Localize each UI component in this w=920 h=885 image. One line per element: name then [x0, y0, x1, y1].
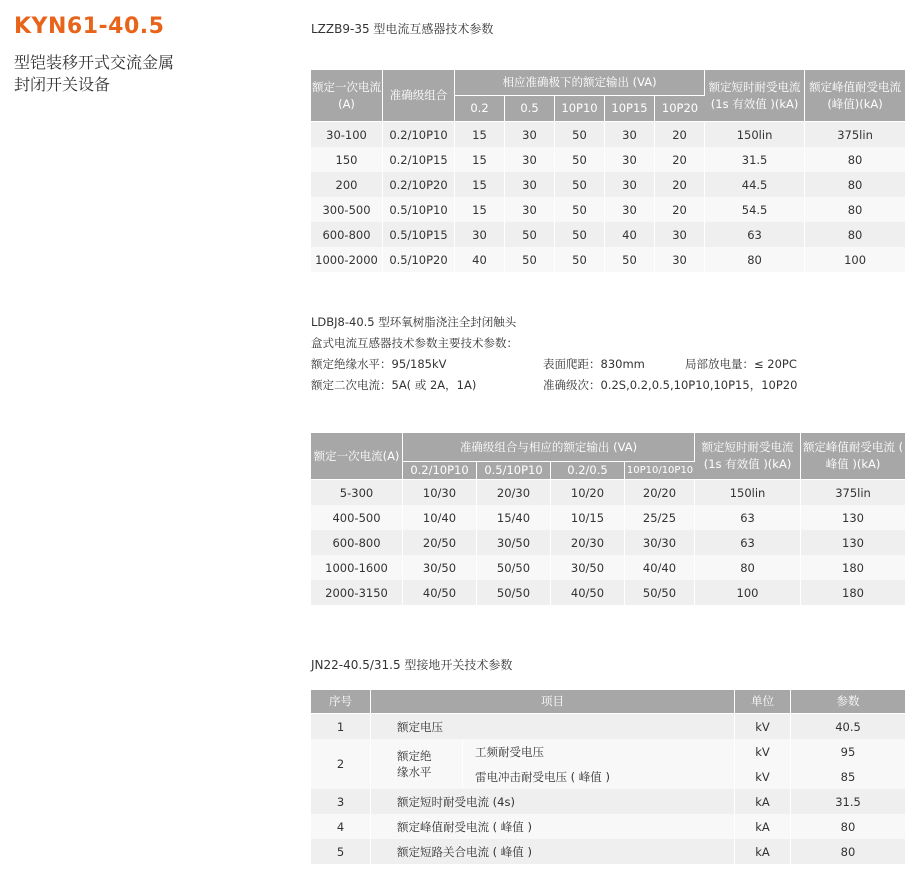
table-row [311, 714, 905, 739]
cell: 15 [455, 197, 505, 222]
cell: 31.5 [705, 147, 805, 172]
cell: 20/50 [403, 530, 477, 555]
cell: 80 [695, 555, 801, 580]
cell: 0.2/10P10 [383, 122, 455, 147]
cell: 63 [705, 222, 805, 247]
cell: 15 [455, 172, 505, 197]
header-output: 相应准确极下的额定输出 (VA) [455, 70, 705, 96]
cell: 54.5 [705, 197, 805, 222]
ldbj8-parameter-table [311, 433, 905, 605]
cell: 50 [605, 247, 655, 272]
table-row [311, 222, 905, 247]
cell: 600-800 [311, 530, 403, 555]
table-row [311, 814, 905, 839]
header-rated-current: 额定一次电流 (A) [311, 70, 383, 122]
cell: 63 [695, 530, 801, 555]
cell: 375lin [805, 122, 905, 147]
cell: 80 [805, 197, 905, 222]
table-row [311, 197, 905, 222]
subheader-2: 0.2/0.5 [551, 462, 625, 480]
cell: 5 [311, 839, 371, 864]
cell: 50/50 [625, 580, 695, 605]
cell: 0.2/10P15 [383, 147, 455, 172]
subtitle-line-2: 封闭开关设备 [14, 75, 111, 94]
spec-line-1: LDBJ8-40.5 型环氧树脂浇注全封闭触头 [311, 315, 517, 329]
cell: 40/50 [551, 580, 625, 605]
cell: 1000-1600 [311, 555, 403, 580]
cell: 10/15 [551, 505, 625, 530]
cell: 80 [805, 222, 905, 247]
jn22-parameter-table [311, 690, 905, 864]
cell: kV [735, 764, 791, 789]
cell: 20/30 [551, 530, 625, 555]
cell: 50 [505, 247, 555, 272]
table-row [311, 122, 905, 147]
cell: 额定短路关合电流 ( 峰值 ) [371, 839, 735, 864]
spec-secondary-current: 额定二次电流：5A( 或 2A，1A) [311, 378, 477, 392]
cell: 1 [311, 714, 371, 739]
cell: 额定短时耐受电流 (4s) [371, 789, 735, 814]
spec-insulation: 额定绝缘水平：95/185kV [311, 357, 447, 371]
cell: 20 [655, 197, 705, 222]
cell: 100 [805, 247, 905, 272]
cell: 40 [455, 247, 505, 272]
cell: 200 [311, 172, 383, 197]
cell: 50 [555, 172, 605, 197]
cell: 30/50 [403, 555, 477, 580]
header-rated-current: 额定一次电流(A) [311, 433, 403, 480]
subheader-2: 10P10 [555, 96, 605, 122]
cell: 40/40 [625, 555, 695, 580]
cell: 80 [805, 147, 905, 172]
header-param: 参数 [791, 690, 905, 714]
lzzb9-parameter-table [311, 70, 905, 272]
table-row [311, 580, 905, 605]
cell: kA [735, 814, 791, 839]
cell: 20 [655, 147, 705, 172]
cell: 44.5 [705, 172, 805, 197]
cell: 额定电压 [371, 714, 735, 739]
subheader-1: 0.5/10P10 [477, 462, 551, 480]
cell: 50/50 [477, 580, 551, 605]
table-row [311, 247, 905, 272]
header-peak: 额定峰值耐受电流 ( 峰值 )(kA) [801, 433, 905, 480]
cell: 31.5 [791, 789, 905, 814]
cell: 10/30 [403, 480, 477, 505]
table3-caption: JN22-40.5/31.5 型接地开关技术参数 [311, 658, 513, 672]
cell: 50 [505, 222, 555, 247]
spec-accuracy-class: 准确级次：0.2S,0.2,0.5,10P10,10P15，10P20 [543, 378, 798, 392]
header-short-time: 额定短时耐受电流 (1s 有效值 )(kA) [705, 70, 805, 122]
cell: 工频耐受电压 [463, 739, 735, 764]
cell: 30/30 [625, 530, 695, 555]
header-no: 序号 [311, 690, 371, 714]
cell: 100 [695, 580, 801, 605]
cell: 30/50 [477, 530, 551, 555]
table-row [311, 555, 905, 580]
cell: kA [735, 789, 791, 814]
subheader-0: 0.2 [455, 96, 505, 122]
cell: 130 [801, 530, 905, 555]
table-row [311, 172, 905, 197]
ldbj8-spec-text [311, 312, 911, 396]
table-row [311, 839, 905, 864]
cell: 0.5/10P15 [383, 222, 455, 247]
cell: 4 [311, 814, 371, 839]
cell: 50 [555, 197, 605, 222]
table-row [311, 789, 905, 814]
cell: 80 [705, 247, 805, 272]
subtitle-line-1: 型铠装移开式交流金属 [14, 53, 175, 72]
cell: 40 [605, 222, 655, 247]
subheader-1: 0.5 [505, 96, 555, 122]
cell: 130 [801, 505, 905, 530]
cell: 180 [801, 580, 905, 605]
cell: 额定绝缘水平 [371, 739, 463, 789]
cell: 30 [455, 222, 505, 247]
cell: 150lin [705, 122, 805, 147]
cell: 20/30 [477, 480, 551, 505]
cell: 20 [655, 172, 705, 197]
cell: 5-300 [311, 480, 403, 505]
cell: 10/20 [551, 480, 625, 505]
cell: 25/25 [625, 505, 695, 530]
cell: 15 [455, 147, 505, 172]
header-output: 准确级组合与相应的额定输出 (VA) [403, 433, 695, 462]
cell: 30 [605, 197, 655, 222]
cell: 85 [791, 764, 905, 789]
table-row [311, 480, 905, 505]
page-title: KYN61-40.5 [14, 14, 165, 39]
cell: 150lin [695, 480, 801, 505]
cell: 1000-2000 [311, 247, 383, 272]
cell: 40/50 [403, 580, 477, 605]
cell: 80 [791, 814, 905, 839]
cell: 80 [805, 172, 905, 197]
table-row [311, 530, 905, 555]
cell: 150 [311, 147, 383, 172]
cell: 0.5/10P10 [383, 197, 455, 222]
subheader-0: 0.2/10P10 [403, 462, 477, 480]
cell: 2 [311, 739, 371, 789]
cell: 30 [605, 172, 655, 197]
cell: 20 [655, 122, 705, 147]
cell: 额定峰值耐受电流 ( 峰值 ) [371, 814, 735, 839]
cell: 50 [555, 247, 605, 272]
cell: 375lin [801, 480, 905, 505]
cell: 20/20 [625, 480, 695, 505]
header-accuracy: 准确级组合 [383, 70, 455, 122]
cell: 400-500 [311, 505, 403, 530]
cell: 15 [455, 122, 505, 147]
subheader-4: 10P20 [655, 96, 705, 122]
cell: 30 [655, 222, 705, 247]
header-item: 项目 [371, 690, 735, 714]
cell: 30 [605, 122, 655, 147]
cell: 50/50 [477, 555, 551, 580]
header-short-time: 额定短时耐受电流 (1s 有效值 )(kA) [695, 433, 801, 480]
cell: kV [735, 739, 791, 764]
table-row [311, 147, 905, 172]
table-row [311, 739, 905, 764]
cell: 30/50 [551, 555, 625, 580]
cell: kA [735, 839, 791, 864]
cell: 30 [505, 197, 555, 222]
cell: 3 [311, 789, 371, 814]
cell: 30 [505, 147, 555, 172]
spec-partial-discharge: 局部放电量：≤ 20PC [685, 357, 797, 371]
cell: 95 [791, 739, 905, 764]
cell: 2000-3150 [311, 580, 403, 605]
table-row [311, 505, 905, 530]
cell: 0.5/10P20 [383, 247, 455, 272]
spec-line-2: 盒式电流互感器技术参数主要技术参数： [311, 336, 518, 350]
cell: 50 [555, 147, 605, 172]
cell: 30 [655, 247, 705, 272]
subheader-3: 10P10/10P10 [625, 462, 695, 480]
cell: 63 [695, 505, 801, 530]
cell: 15/40 [477, 505, 551, 530]
cell: 300-500 [311, 197, 383, 222]
cell: 50 [555, 222, 605, 247]
spec-creepage: 表面爬距：830mm [543, 357, 645, 371]
cell: kV [735, 714, 791, 739]
cell: 600-800 [311, 222, 383, 247]
cell: 30 [605, 147, 655, 172]
header-peak: 额定峰值耐受电流(峰值)(kA) [805, 70, 905, 122]
cell: 雷电冲击耐受电压 ( 峰值 ) [463, 764, 735, 789]
cell: 0.2/10P20 [383, 172, 455, 197]
cell: 40.5 [791, 714, 905, 739]
cell: 180 [801, 555, 905, 580]
page-subtitle [14, 52, 214, 96]
subheader-3: 10P15 [605, 96, 655, 122]
cell: 30 [505, 122, 555, 147]
header-unit: 单位 [735, 690, 791, 714]
cell: 30-100 [311, 122, 383, 147]
cell: 50 [555, 122, 605, 147]
table1-caption: LZZB9-35 型电流互感器技术参数 [311, 22, 494, 36]
cell: 10/40 [403, 505, 477, 530]
cell: 80 [791, 839, 905, 864]
cell: 30 [505, 172, 555, 197]
